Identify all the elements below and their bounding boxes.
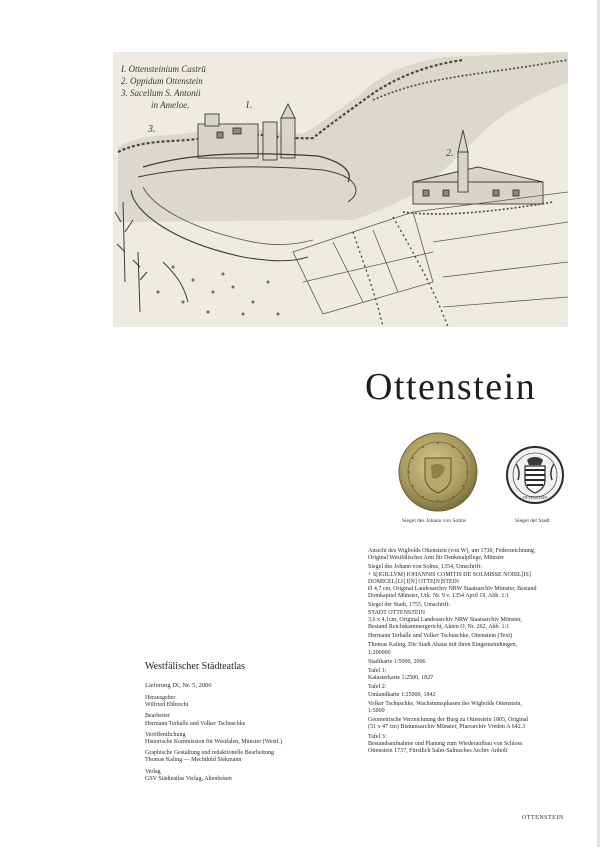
drawing-legend-line-3: 3. Sacellum S. Antonii [121, 88, 201, 98]
solms-seal-line: DOMICEL[LI] I[N] OTTE[N]STEIN [368, 578, 459, 585]
drawing-marker-3: 3. [148, 124, 156, 135]
drawing-legend-line-2: 2. Oppidum Ottenstein [121, 76, 203, 86]
stadtkarte-line: Stadtkarte 1:5000, 2006 [368, 658, 426, 665]
tafel3-line: Ottenstein 1737, Fürstlich Salm-Salmsches Archiv Anholt [368, 748, 508, 755]
credit-publication [145, 732, 350, 746]
town-seal-caption: Siegel der Stadt [515, 518, 550, 524]
town-seal-line: Siegel der Stadt, 1755, Umschrift: [368, 602, 450, 609]
credit-editor [145, 695, 350, 709]
text-by-line: Hermann Terhalle und Volker Tschuschke, Ottenstein (Text) [368, 633, 513, 640]
drawing-legend-line-4: in Ameloe. [151, 100, 190, 110]
phases-line: Volker Tschuschke, Wachstumsphasen des Wigbolds Ottenstein, [368, 700, 522, 707]
credit-design [145, 750, 350, 764]
tafel3-line: Bestandsaufnahme und Planung zum Wiederaufbau von Schloss [368, 740, 523, 747]
view-desc-line: Original Westfälisches Amt für Denkmalpflege, Münster [368, 555, 505, 562]
atlas-info [145, 660, 350, 787]
solms-seal-line: Siegel des Johann von Solms, 1354, Umschrift: [368, 564, 482, 571]
edition: Lieferung IX, Nr. 5, 2006 [145, 682, 212, 689]
solms-seal-image [398, 432, 478, 512]
running-head: OTTENSTEIN [522, 815, 564, 821]
credit-publisher [145, 769, 350, 783]
phases-line: 1:5000 [368, 708, 385, 715]
credit-role: Veröffentlichung [145, 731, 186, 738]
drawing-svg [113, 52, 568, 327]
solms-seal-line: Ø 4,7 cm, Original Landesarchiv NRW Staatsarchiv Münster, Bestand [368, 586, 537, 593]
credit-value: Historische Kommission für Westfalen, Münster (Westf.) [145, 739, 283, 746]
historical-drawing [113, 52, 568, 327]
credit-role: Bearbeiter [145, 713, 170, 720]
ahaus-line: 1:200000 [368, 649, 391, 656]
solms-seal-line: Domkapitel Münster, Urk. Nr. 9 v. 1354 April 19, Abb. 1:1 [368, 593, 510, 600]
credit-role: Herausgeber [145, 695, 176, 701]
solms-seal-line: + S[IGILLVM] IOHANNIS COMITIS DE SOLMISSE NOBIL[IS] [368, 571, 531, 578]
town-seal-line: Bestand Reichskammergericht, Akten O, Nr. 262, Abb. 1:1 [368, 624, 510, 631]
credit-role: Verlag [145, 768, 161, 775]
credit-value: Wilfried Ehbrecht [145, 702, 189, 709]
credit-value: Hermann Terhalle und Volker Tschuschke [145, 720, 246, 727]
view-desc-line: Ansicht des Wigbolds Ottenstein (von W), um 1730, Federzeichnung, [368, 548, 536, 554]
tafel2-line: Tafel 2: [368, 684, 387, 691]
burg-line: Geometrische Verzeichnung der Burg zu Ottenstein 1805, Original [368, 717, 529, 724]
page-title: Ottenstein [365, 366, 537, 408]
tafel3-line: Tafel 3: [368, 733, 387, 740]
credit-authors [145, 713, 350, 727]
solms-seal-caption: Siegel des Johann von Solms [402, 518, 467, 524]
credit-value: Thomas Kaling — Mechthild Siekmann [145, 757, 242, 764]
tafel2-line: Umlandkarte 1:25000, 1842 [368, 691, 436, 698]
town-seal-line: 3,6 x 4,1cm, Original Landesarchiv NRW Staatsarchiv Münster, [368, 616, 522, 623]
town-seal-image [506, 446, 564, 504]
drawing-marker-2: 2. [446, 148, 454, 159]
ahaus-line: Thomas Kaling, Die Stadt Ahaus mit ihren Eingemeindungen, [368, 642, 518, 649]
tafel1-line: Tafel 1: [368, 668, 387, 675]
tafel1-line: Katasterkarte 1:2500, 1827 [368, 675, 434, 682]
credit-role: Graphische Gestaltung und redaktionelle Bearbeitung [145, 750, 274, 757]
burg-line: (51 x 47 cm) Bistumsarchiv Münster, Pfarrarchiv Vreden A 642.3 [368, 724, 526, 731]
drawing-legend-line-1: I. Ottensteinium Castrū [121, 64, 206, 74]
series-title: Westfälischer Städteatlas [145, 661, 245, 672]
credit-value: GSV Städteatlas Verlag, Altenbeken [145, 775, 232, 782]
town-seal-inscription: OTTENSTEIN [522, 495, 548, 500]
contents-list [368, 548, 573, 755]
town-seal-line: STADT OTTENSTEIN [368, 609, 425, 616]
drawing-marker-1: 1. [245, 100, 253, 111]
